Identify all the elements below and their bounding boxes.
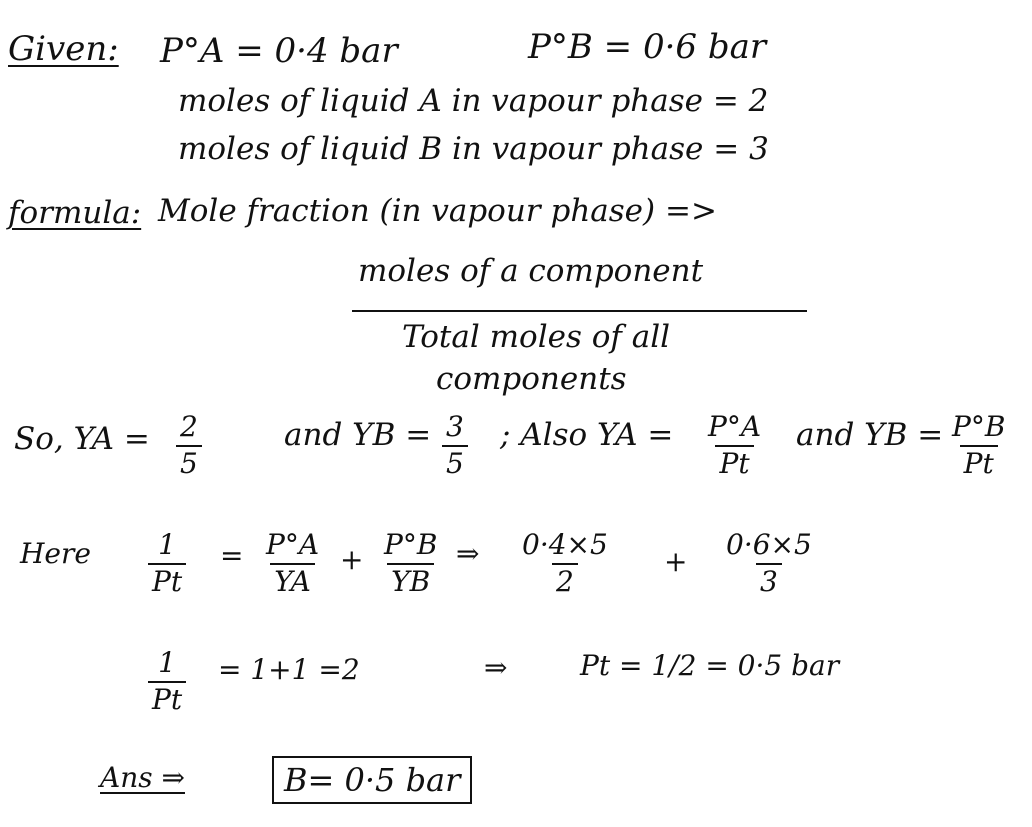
pa-value-denominator: 2 [552, 563, 578, 598]
pa-over-ya-denominator: YA [270, 563, 315, 598]
ya-pressure-numerator: P°A [708, 410, 762, 443]
pb-value-fraction [722, 530, 816, 598]
yb-denominator: 5 [442, 445, 468, 480]
yb-pressure-fraction [948, 412, 1009, 480]
plus-sign: + [340, 543, 364, 576]
pb-value-numerator: 0·6×5 [726, 528, 812, 561]
formula-denominator-1: Total moles of all [402, 319, 671, 355]
pa-over-ya-fraction [262, 530, 323, 598]
pa-value-numerator: 0·4×5 [522, 528, 608, 561]
answer-box: B= 0·5 bar [272, 756, 472, 804]
inverse-pt-numerator: 1 [158, 528, 176, 561]
yb-pressure-numerator: P°B [952, 410, 1006, 443]
ya-pressure-fraction [704, 412, 765, 480]
implies-arrow: ⇒ [456, 537, 480, 570]
moles-b-line: moles of liquid B in vapour phase = 3 [178, 131, 769, 167]
pb-over-yb-fraction [380, 530, 441, 598]
and-yb-label: and YB = [284, 417, 432, 453]
moles-a-line: moles of liquid A in vapour phase = 2 [178, 83, 769, 119]
also-ya-label: ; Also YA = [500, 417, 674, 453]
inverse-pt-fraction [148, 530, 186, 598]
pt-result: Pt = 1/2 = 0·5 bar [580, 649, 840, 682]
here-label: Here [20, 537, 91, 570]
pa-value-fraction [518, 530, 612, 598]
pa-over-ya-numerator: P°A [266, 528, 320, 561]
so-ya-label: So, YA = [14, 421, 150, 457]
formula-denominator-2: components [436, 361, 627, 397]
equals-sign: = [220, 539, 244, 572]
and-yb-pressure-label: and YB = [796, 417, 944, 453]
pb-over-yb-numerator: P°B [384, 528, 438, 561]
inverse-pt-result-fraction [148, 648, 186, 716]
ya-pressure-denominator: Pt [715, 445, 753, 480]
result-arrow: ⇒ [484, 651, 508, 684]
sum-result: = 1+1 =2 [218, 653, 360, 686]
inverse-pt-result-numerator: 1 [158, 646, 176, 679]
pb-value-denominator: 3 [756, 563, 782, 598]
pa-value: P°A = 0·4 bar [160, 31, 398, 71]
formula-fraction-bar [352, 310, 807, 312]
ya-numerator: 2 [180, 410, 198, 443]
answer-label: Ans ⇒ [100, 761, 185, 794]
ya-denominator: 5 [176, 445, 202, 480]
formula-text: Mole fraction (in vapour phase) => [158, 193, 717, 229]
inverse-pt-result-denominator: Pt [148, 681, 186, 716]
ya-fraction [176, 412, 202, 480]
plus-sign-values: + [664, 545, 688, 578]
pb-over-yb-denominator: YB [387, 563, 434, 598]
formula-numerator: moles of a component [358, 253, 704, 289]
formula-label: formula: [8, 195, 142, 231]
yb-fraction [442, 412, 468, 480]
yb-pressure-denominator: Pt [960, 445, 998, 480]
yb-numerator: 3 [446, 410, 464, 443]
pb-value: P°B = 0·6 bar [528, 27, 767, 67]
given-label: Given: [8, 29, 119, 69]
inverse-pt-denominator: Pt [148, 563, 186, 598]
